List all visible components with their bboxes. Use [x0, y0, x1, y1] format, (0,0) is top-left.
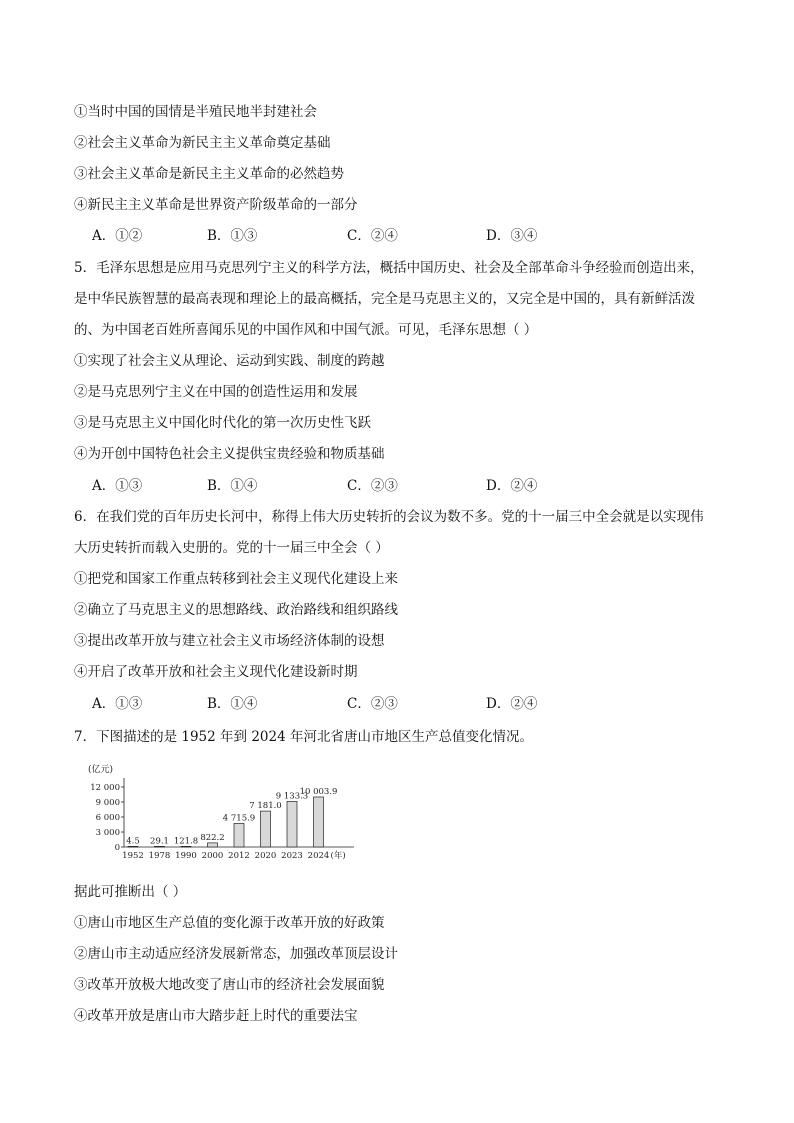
q7-statement-4: ④改革开放是唐山市大踏步赶上时代的重要法宝	[74, 1008, 358, 1024]
q4-option-a[interactable]: A．①②	[92, 228, 143, 244]
data-label-1990: 121.8	[173, 836, 199, 847]
data-label-2024: 10 003.9	[299, 786, 338, 797]
bar-2000	[208, 843, 218, 847]
y-tick-label: 6 000	[95, 813, 120, 823]
data-label-2000: 822.2	[200, 832, 225, 843]
q5-statement-4: ④为开创中国特色社会主义提供宝贵经验和物质基础	[74, 446, 385, 462]
q6-stem-line-2: 大历史转折而载入史册的。党的十一届三中全会（ ）	[74, 540, 389, 556]
q7-statement-2: ②唐山市主动适应经济发展新常态，加强改革顶层设计	[74, 946, 398, 962]
bar-2023	[287, 801, 297, 847]
q5-option-b[interactable]: B．①④	[207, 478, 258, 494]
bar-1952	[128, 846, 138, 847]
chart-plot-area	[88, 763, 354, 861]
x-tick-label-2023: 2023	[281, 851, 303, 861]
x-tick-label-1978: 1978	[148, 851, 171, 861]
data-label-1978: 29.1	[150, 836, 169, 847]
bar-2024	[314, 797, 324, 847]
gdp-bar-chart	[84, 760, 364, 868]
q5-option-d[interactable]: D．②④	[486, 478, 538, 494]
y-axis-unit-label: (亿元)	[88, 765, 114, 775]
q6-statement-4: ④开启了改革开放和社会主义现代化建设新时期	[74, 664, 358, 680]
x-tick-label-1952: 1952	[122, 851, 144, 861]
y-tick-label: 9 000	[95, 798, 120, 808]
x-axis-unit-label: (年)	[330, 851, 346, 861]
q5-option-a[interactable]: A．①③	[92, 478, 143, 494]
q7-statement-1: ①唐山市地区生产总值的变化源于改革开放的好政策	[74, 915, 385, 931]
q5-stem-line-2: 是中华民族智慧的最高表现和理论上的最高概括，完全是马克思主义的，又完全是中国的，具有新鲜活泼	[74, 291, 695, 307]
data-label-2012: 4 715.9	[222, 813, 256, 824]
y-tick-label: 0	[114, 843, 120, 853]
y-tick-label: 12 000	[90, 783, 120, 793]
q7-statement-3: ③改革开放极大地改变了唐山市的经济社会发展面貌	[74, 977, 385, 993]
q6-option-a[interactable]: A．①③	[92, 696, 143, 712]
q4-option-d[interactable]: D．③④	[486, 228, 538, 244]
q5-stem-line-3: 的、为中国老百姓所喜闻乐见的中国作风和中国气派。可见，毛泽东思想（ ）	[74, 322, 538, 338]
bar-2020	[261, 811, 271, 847]
data-label-2023: 9 133.3	[275, 791, 309, 802]
q7-stem: 7．下图描述的是 1952 年到 2024 年河北省唐山市地区生产总值变化情况。	[74, 729, 533, 745]
q4-statement-3: ③社会主义革命是新民主主义革命的必然趋势	[74, 166, 344, 182]
q6-option-d[interactable]: D．②④	[486, 696, 538, 712]
q6-option-c[interactable]: C．②③	[347, 696, 398, 712]
x-tick-label-2012: 2012	[228, 851, 250, 861]
x-tick-label-2020: 2020	[254, 851, 277, 861]
q4-statement-1: ①当时中国的国情是半殖民地半封建社会	[74, 104, 317, 120]
data-label-1952: 4.5	[126, 836, 140, 847]
q6-statement-2: ②确立了马克思主义的思想路线、政治路线和组织路线	[74, 602, 398, 618]
q4-statement-2: ②社会主义革命为新民主主义革命奠定基础	[74, 135, 331, 151]
q7-after: 据此可推断出（ ）	[74, 884, 187, 900]
bar-1990	[181, 846, 191, 847]
q6-statement-3: ③提出改革开放与建立社会主义市场经济体制的设想	[74, 633, 385, 649]
q5-statement-2: ②是马克思列宁主义在中国的创造性运用和发展	[74, 384, 358, 400]
bar-2012	[234, 823, 244, 847]
q4-statement-4: ④新民主主义革命是世界资产阶级革命的一部分	[74, 197, 358, 213]
bar-1978	[155, 846, 165, 847]
q5-option-c[interactable]: C．②③	[347, 478, 398, 494]
q6-statement-1: ①把党和国家工作重点转移到社会主义现代化建设上来	[74, 571, 398, 587]
x-tick-label-2000: 2000	[201, 851, 224, 861]
data-label-2020: 7 181.0	[249, 801, 282, 812]
q4-option-b[interactable]: B．①③	[207, 228, 258, 244]
q4-option-c[interactable]: C．②④	[347, 228, 398, 244]
q6-option-b[interactable]: B．①④	[207, 696, 258, 712]
x-tick-label-2024: 2024	[307, 851, 330, 861]
q5-statement-1: ①实现了社会主义从理论、运动到实践、制度的跨越	[74, 353, 385, 369]
q6-stem-line-1: 6．在我们党的百年历史长河中，称得上伟大历史转折的会议为数不多。党的十一届三中全会就是以实现伟	[74, 509, 704, 525]
x-tick-label-1990: 1990	[175, 851, 197, 861]
q5-statement-3: ③是马克思主义中国化时代化的第一次历史性飞跃	[74, 415, 371, 431]
q5-stem-line-1: 5．毛泽东思想是应用马克思列宁主义的科学方法，概括中国历史、社会及全部革命斗争经验而创造出来，	[74, 260, 704, 276]
y-tick-label: 3 000	[95, 828, 120, 838]
